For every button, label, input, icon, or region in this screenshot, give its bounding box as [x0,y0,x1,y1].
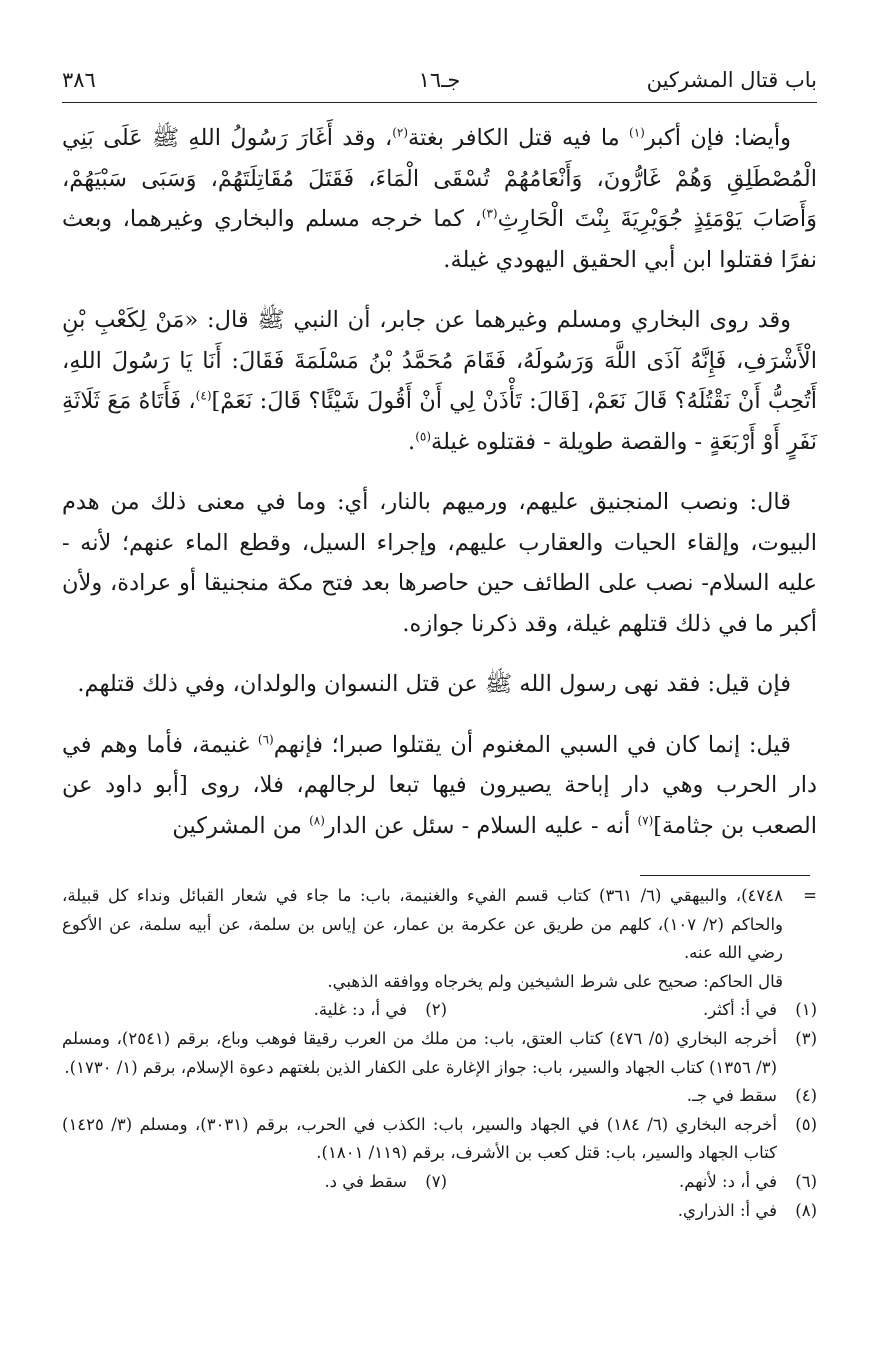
footnote-2: (٢) في أ، د: غلية. [313,1000,447,1020]
chapter-title: باب قتال المشركين [646,68,817,92]
footnote-ref: (٨) [309,813,325,827]
footnote-row [62,996,817,1025]
footnote-ref: (٦) [257,732,274,746]
footnote-row [62,1168,817,1197]
footnote-ref: (٤) [195,388,212,403]
running-header [62,62,817,103]
footnotes [62,882,817,1225]
footnote-4: (٤) سقط في جـ. [686,1086,817,1106]
paragraph-4: فإن قيل: فقد نهى رسول الله ﷺ عن قتل النسوان والولدان، وفي ذلك قتلهم. [77,671,791,697]
footnote-divider [640,875,810,876]
footnote-ref: (٧) [637,813,654,827]
paragraph-1: وأيضا: فإن أكبر$^{(١)}$ ما فيه قتل الكافر بغتة$^{(٢)}$، وقد أَغَارَ رَسُولُ اللهِ ﷺ عَلَى بَنِي الْمُصْطَلِقِ وَهُمْ غَارُّونَ، وَأَنْعَامُهُمْ تُسْقَى الْمَاءَ، فَقَتَلَ مُقَاتِلَتَهُمْ، وَسَبَى سَبْيَهُمْ، وَأَصَابَ يَوْمَئِذٍ جُوَيْرِيَةَ بِنْتَ الْحَارِثِ$^{(٣)}$، كما خرجه مسلم والبخاري وغيرهما، وبعث نفرًا فقتلوا ابن أبي الحقيق اليهودي غيلة. [62,125,817,273]
footnote-ref: (٢) [392,125,409,140]
footnote-3: (٣) أخرجه البخاري (٥/ ٤٧٦) كتاب العتق، باب: من ملك من العرب رقيقا فوهب وباع، برقم (٢٥٤١)، ومسلم (٣/ ١٣٥٦) كتاب الجهاد والسير، باب: جواز الإغارة على الكفار الذين بلغتهم دعوة الإسلام، برقم (١/ ١٧٣٠). [62,1028,817,1077]
footnote-ref: (٣) [481,206,498,221]
paragraph-5: قيل: إنما كان في السبي المغنوم أن يقتلوا صبرا؛ فإنهم$^{(٦)}$ غنيمة، فأما وهم في دار الحرب وهي دار إباحة يصيرون فيها تبعا لرجالهم، فلا، روى [أبو داود عن الصعب بن جثامة]$^{(٧)}$ أنه - عليه السلام - سئل عن الدار$^{(٨)}$ من المشركين [62,731,817,839]
footnote-5: (٥) أخرجه البخاري (٦/ ١٨٤) في الجهاد والسير، باب: الكذب في الحرب، برقم (٣٠٣١)، ومسلم (٣/ ١٤٢٥) كتاب الجهاد والسير، باب: قتل كعب بن الأشرف، برقم (١١٩/ ١٨٠١). [62,1114,817,1163]
paragraph-2: وقد روى البخاري ومسلم وغيرهما عن جابر، أن النبي ﷺ قال: «مَنْ لِكَعْبِ بْنِ الْأَشْرَفِ، فَإِنَّهُ آذَى اللَّهَ وَرَسُولَهُ، فَقَامَ مُحَمَّدُ بْنُ مَسْلَمَةَ فَقَالَ: أَنَا يَا رَسُولَ اللهِ، أَتُحِبُّ أَنْ نَقْتُلَهُ؟ قَالَ نَعَمْ، [قَالَ: تَأْذَنْ لِي أَنْ أَقُولَ شَيْئًا؟ قَالَ: نَعَمْ]$^{(٤)}$، فَأَتَاهُ مَعَ ثَلَاثَةِ نَفَرٍ أَوْ أَرْبَعَةٍ - والقصة طويلة - فقتلوه غيلة$^{(٥)}$. [62,307,817,455]
continuation-mark: = [803,886,817,905]
footnote-7: (٧) سقط في د. [324,1171,447,1191]
main-text [62,118,817,866]
footnote-1: (١) في أ: أكثر. [702,1000,817,1020]
volume-label: جـ١٦ [418,68,461,92]
paragraph-3: قال: ونصب المنجنيق عليهم، ورميهم بالنار، أي: وما في معنى ذلك من هدم البيوت، وإلقاء الحيات والعقارب عليهم، وإجراء السيل، وقطع الماء عنهم؛ لأنه - عليه السلام- نصب على الطائف حين حاصرها بعد فتح مكة منجنيقا أو عرادة، ولأن أكبر ما في ذلك قتلهم غيلة، وقد ذكرنا جوازه. [62,489,817,637]
footnote-ref: (٥) [415,429,432,443]
page-number: ٣٨٦ [62,68,96,92]
footnote-ref: (١) [629,125,645,140]
footnote-6: (٦) في أ، د: لأنهم. [678,1171,817,1191]
footnote-continuation: = ٤٧٤٨)، والبيهقي (٦/ ٣٦١) كتاب قسم الفيء والغنيمة، باب: ما جاء في شعار القبائل ونداء كل قبيلة، والحاكم (٢/ ١٠٧)، كلهم من طريق عن عكرمة بن عمار، عن إياس بن سلمة، عن أبيه سلمة، عن الأكوع رضي الله عنه. قال الحاكم: صحيح على شرط الشيخين ولم يخرجاه ووافقه الذهبي. [62,882,817,996]
footnote-8: (٨) في أ: الذراري. [677,1200,817,1220]
